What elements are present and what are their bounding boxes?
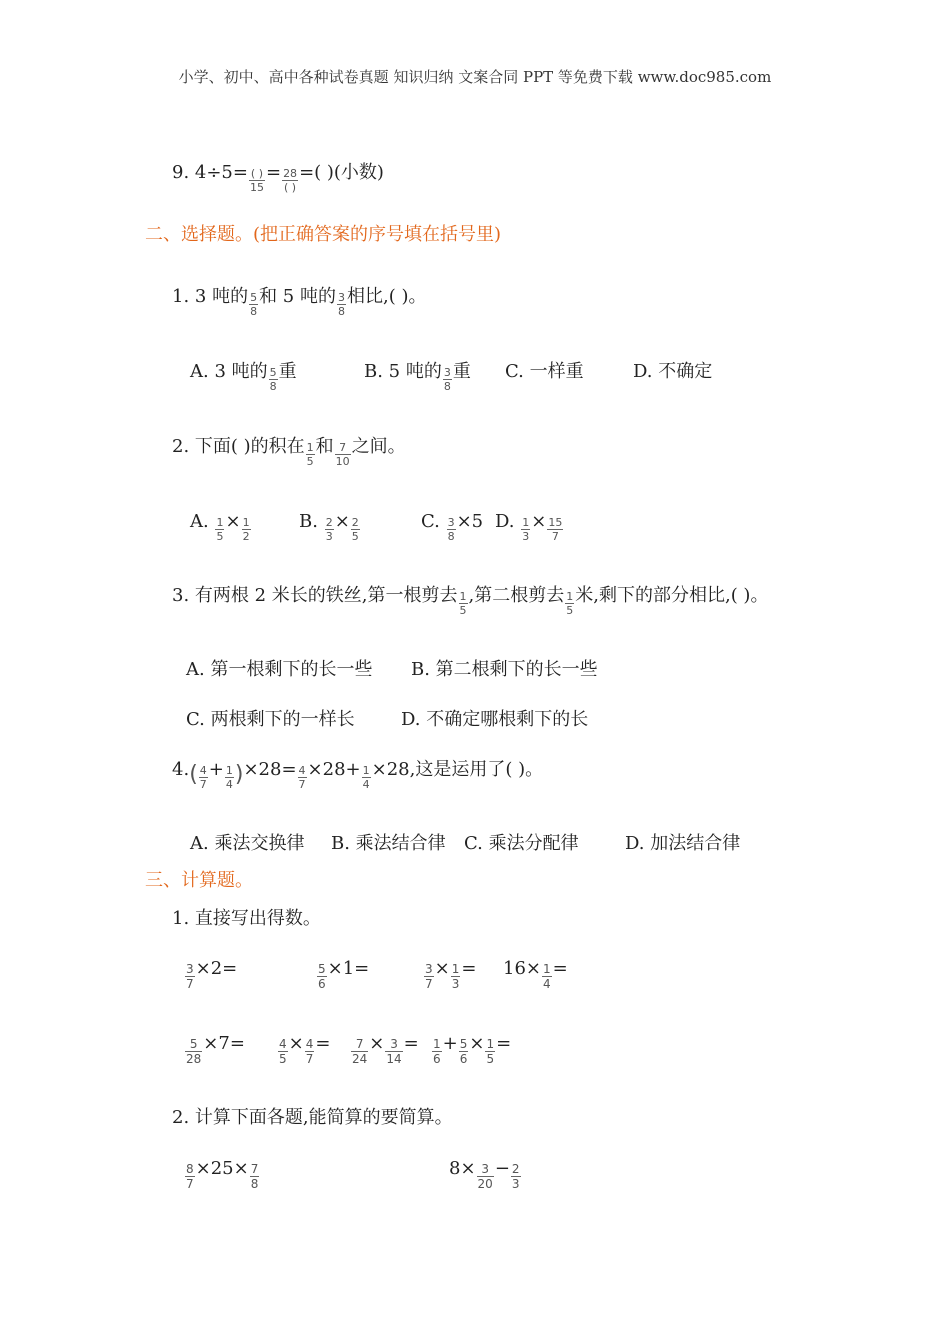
denominator: 10: [335, 455, 350, 468]
choice-question-3: [172, 585, 768, 617]
option-d[interactable]: [495, 511, 564, 543]
denominator: 28: [186, 1052, 202, 1066]
text: ×28+: [307, 759, 361, 780]
option-text: 重: [452, 361, 471, 382]
numerator: 1: [433, 1037, 441, 1051]
denominator: 8: [447, 530, 455, 543]
numerator: 3: [186, 962, 194, 976]
fraction: [432, 1037, 442, 1066]
text: ,第二根剪去: [468, 585, 565, 606]
fraction: [351, 516, 360, 543]
expression: [449, 1158, 522, 1191]
operator: ×: [531, 511, 547, 532]
expression: [350, 1033, 419, 1066]
question-9: [172, 162, 384, 194]
text: 3. 有两根 2 米长的铁丝,第一根剪去: [172, 585, 458, 606]
numerator: 1: [486, 1037, 495, 1051]
text: =: [315, 1033, 331, 1054]
option-label: C.: [421, 511, 440, 532]
denominator: 6: [318, 977, 326, 991]
option-label: B. 5 吨的: [364, 361, 442, 382]
operator: ×: [288, 1033, 304, 1054]
fraction: [269, 366, 278, 393]
fraction: [317, 962, 327, 991]
expression: [277, 1033, 330, 1066]
numerator: 3: [425, 962, 433, 976]
choice-question-2: [172, 436, 406, 468]
fraction: [565, 590, 574, 617]
fraction: [185, 1037, 202, 1066]
option-b[interactable]: B. 第二根剩下的长一些: [411, 659, 598, 680]
operator: ×: [434, 958, 450, 979]
choice-question-4: [172, 759, 543, 791]
option-label: A. 3 吨的: [190, 361, 268, 382]
denominator: 8: [443, 380, 451, 393]
option-d[interactable]: D. 不确定: [633, 361, 713, 382]
numerator: ( ): [250, 167, 264, 180]
fraction: [185, 1162, 195, 1191]
numerator: 28: [283, 167, 298, 180]
option-b[interactable]: B. 乘法结合律: [331, 833, 446, 854]
numerator: 1: [216, 516, 224, 529]
numerator: 4: [279, 1037, 287, 1051]
denominator: 8: [250, 1177, 259, 1191]
numerator: 5: [185, 1037, 202, 1052]
numerator: 1: [306, 441, 314, 454]
text: ×25×: [195, 1158, 249, 1179]
numerator: 1: [225, 764, 233, 777]
numerator: 4: [305, 1037, 314, 1051]
denominator: 5: [486, 1052, 495, 1066]
operator: +: [442, 1033, 458, 1054]
fraction: [337, 291, 346, 318]
numerator: 3: [447, 516, 455, 529]
fraction: [511, 1162, 521, 1191]
denominator: 6: [459, 1052, 468, 1066]
denominator: 4: [225, 778, 233, 791]
text: ×28=: [243, 759, 297, 780]
fraction: [249, 167, 265, 194]
fraction: [278, 1037, 288, 1066]
option-c[interactable]: C. 两根剩下的一样长: [186, 709, 355, 730]
equals: =: [265, 162, 282, 183]
option-c[interactable]: C. 乘法分配律: [464, 833, 579, 854]
denominator: 7: [186, 977, 194, 991]
fraction: [242, 516, 251, 543]
expression: [184, 958, 237, 991]
numerator: 5: [250, 291, 258, 304]
numerator: 2: [351, 516, 359, 529]
option-label: B.: [299, 511, 318, 532]
fraction: [459, 590, 468, 617]
numerator: 3: [477, 1162, 494, 1177]
numerator: 7: [335, 441, 351, 455]
numerator: 5: [459, 1037, 468, 1051]
expression: [316, 958, 369, 991]
text: ×28,这是运用了( )。: [371, 759, 544, 780]
denominator: 3: [325, 530, 333, 543]
denominator: 4: [543, 977, 551, 991]
fraction: [451, 962, 461, 991]
numerator: 7: [351, 1037, 368, 1052]
denominator: 8: [250, 305, 258, 318]
text: ×1=: [327, 958, 370, 979]
expression: [431, 1033, 511, 1066]
fraction: [521, 516, 530, 543]
denominator: 15: [249, 181, 264, 194]
text: 4.: [172, 759, 190, 780]
text: =: [403, 1033, 419, 1054]
operator: ×: [225, 511, 241, 532]
fraction: [485, 1037, 495, 1066]
denominator: 3: [451, 977, 460, 991]
text: 16×: [503, 958, 541, 979]
numerator: 7: [250, 1162, 259, 1176]
option-d[interactable]: D. 不确定哪根剩下的长: [401, 709, 589, 730]
numerator: 3: [385, 1037, 402, 1052]
numerator: 1: [566, 590, 574, 603]
denominator: 5: [459, 604, 467, 617]
denominator: 8: [269, 380, 277, 393]
left-paren: (: [189, 762, 198, 787]
text: 和: [315, 436, 334, 457]
operator: +: [208, 759, 224, 780]
expression: [503, 958, 568, 991]
text: ×7=: [203, 1033, 245, 1054]
text: 2. 下面( )的积在: [172, 436, 305, 457]
denominator: 7: [298, 778, 306, 791]
text: 之间。: [351, 436, 406, 457]
denominator: 5: [216, 530, 224, 543]
option-label: A.: [190, 511, 209, 532]
option-b[interactable]: [364, 361, 471, 393]
numerator: 3: [443, 366, 451, 379]
calc-question-2-title: 2. 计算下面各题,能简算的要简算。: [172, 1107, 453, 1128]
numerator: 15: [548, 516, 563, 529]
option-d[interactable]: D. 加法结合律: [625, 833, 741, 854]
numerator: 1: [242, 516, 250, 529]
expression: [184, 1033, 245, 1066]
numerator: 1: [459, 590, 467, 603]
fraction: [351, 1037, 368, 1066]
fraction: [215, 516, 224, 543]
numerator: 2: [511, 1162, 520, 1176]
expression: [184, 1158, 260, 1191]
fraction: [325, 516, 334, 543]
denominator: 7: [186, 1177, 194, 1191]
expression: [423, 958, 476, 991]
numerator: 3: [337, 291, 345, 304]
denominator: 24: [352, 1052, 368, 1066]
right-paren: ): [234, 762, 244, 787]
fraction: [477, 1162, 494, 1191]
denominator: 6: [433, 1052, 441, 1066]
option-a[interactable]: A. 第一根剩下的长一些: [186, 659, 373, 680]
denominator: 7: [425, 977, 433, 991]
fraction: [298, 764, 307, 791]
operator: ×: [469, 1033, 485, 1054]
text: ×2=: [195, 958, 238, 979]
fraction: [443, 366, 452, 393]
fraction: [306, 441, 315, 468]
text: 8×: [449, 1158, 476, 1179]
numerator: 1: [451, 962, 460, 976]
fraction: [249, 291, 258, 318]
fraction: [385, 1037, 402, 1066]
fraction: [459, 1037, 469, 1066]
fraction: [185, 962, 195, 991]
denominator: 7: [199, 778, 207, 791]
numerator: 1: [522, 516, 530, 529]
denominator: 5: [351, 530, 359, 543]
numerator: 5: [318, 962, 326, 976]
q9-prefix: 9. 4÷5=: [172, 162, 248, 183]
denominator: 8: [337, 305, 345, 318]
choice-question-1: [172, 286, 426, 318]
numerator: 4: [199, 764, 207, 777]
fraction: [199, 764, 208, 791]
option-a[interactable]: [190, 361, 297, 393]
operator: ×5: [456, 511, 484, 532]
text: 1. 3 吨的: [172, 286, 249, 307]
option-label: D.: [495, 511, 515, 532]
numerator: 1: [543, 962, 551, 976]
fraction: [250, 1162, 260, 1191]
text: =: [552, 958, 568, 979]
calc-question-1-title: 1. 直接写出得数。: [172, 908, 321, 929]
numerator: 2: [325, 516, 333, 529]
denominator: 20: [477, 1177, 493, 1191]
page-header: 小学、初中、高中各种试卷真题 知识归纳 文案合同 PPT 等免费下载 www.doc985.com: [178, 68, 772, 86]
option-b[interactable]: [299, 511, 361, 543]
operator: ×: [334, 511, 350, 532]
operator: −: [494, 1158, 510, 1179]
fraction: [362, 764, 371, 791]
text: 米,剩下的部分相比,( )。: [575, 585, 769, 606]
text: =: [496, 1033, 512, 1054]
q9-suffix: =( )(小数): [299, 162, 384, 183]
numerator: 4: [298, 764, 306, 777]
denominator: 7: [551, 530, 559, 543]
fraction: [335, 441, 351, 468]
fraction: [225, 764, 234, 791]
section-3-title: 三、计算题。: [145, 870, 253, 891]
fraction: [447, 516, 456, 543]
option-a[interactable]: [190, 511, 252, 543]
operator: ×: [369, 1033, 385, 1054]
option-c[interactable]: C. 一样重: [505, 361, 584, 382]
denominator: 7: [305, 1052, 314, 1066]
fraction: [282, 167, 298, 194]
denominator: 3: [522, 530, 530, 543]
denominator: 5: [279, 1052, 287, 1066]
denominator: 4: [362, 778, 370, 791]
denominator: 3: [511, 1177, 520, 1191]
option-c[interactable]: [421, 511, 483, 543]
fraction: [305, 1037, 315, 1066]
fraction: [424, 962, 434, 991]
denominator: ( ): [284, 181, 297, 194]
text: 和 5 吨的: [259, 286, 336, 307]
denominator: 2: [242, 530, 250, 543]
text: =: [461, 958, 477, 979]
text: 相比,( )。: [346, 286, 427, 307]
fraction: [542, 962, 552, 991]
option-a[interactable]: A. 乘法交换律: [190, 833, 305, 854]
denominator: 14: [386, 1052, 402, 1066]
numerator: 5: [269, 366, 277, 379]
denominator: 5: [306, 455, 314, 468]
numerator: 8: [186, 1162, 194, 1176]
option-text: 重: [278, 361, 297, 382]
fraction: [547, 516, 563, 543]
numerator: 1: [362, 764, 370, 777]
denominator: 5: [566, 604, 574, 617]
section-2-title: 二、选择题。(把正确答案的序号填在括号里): [145, 224, 502, 245]
